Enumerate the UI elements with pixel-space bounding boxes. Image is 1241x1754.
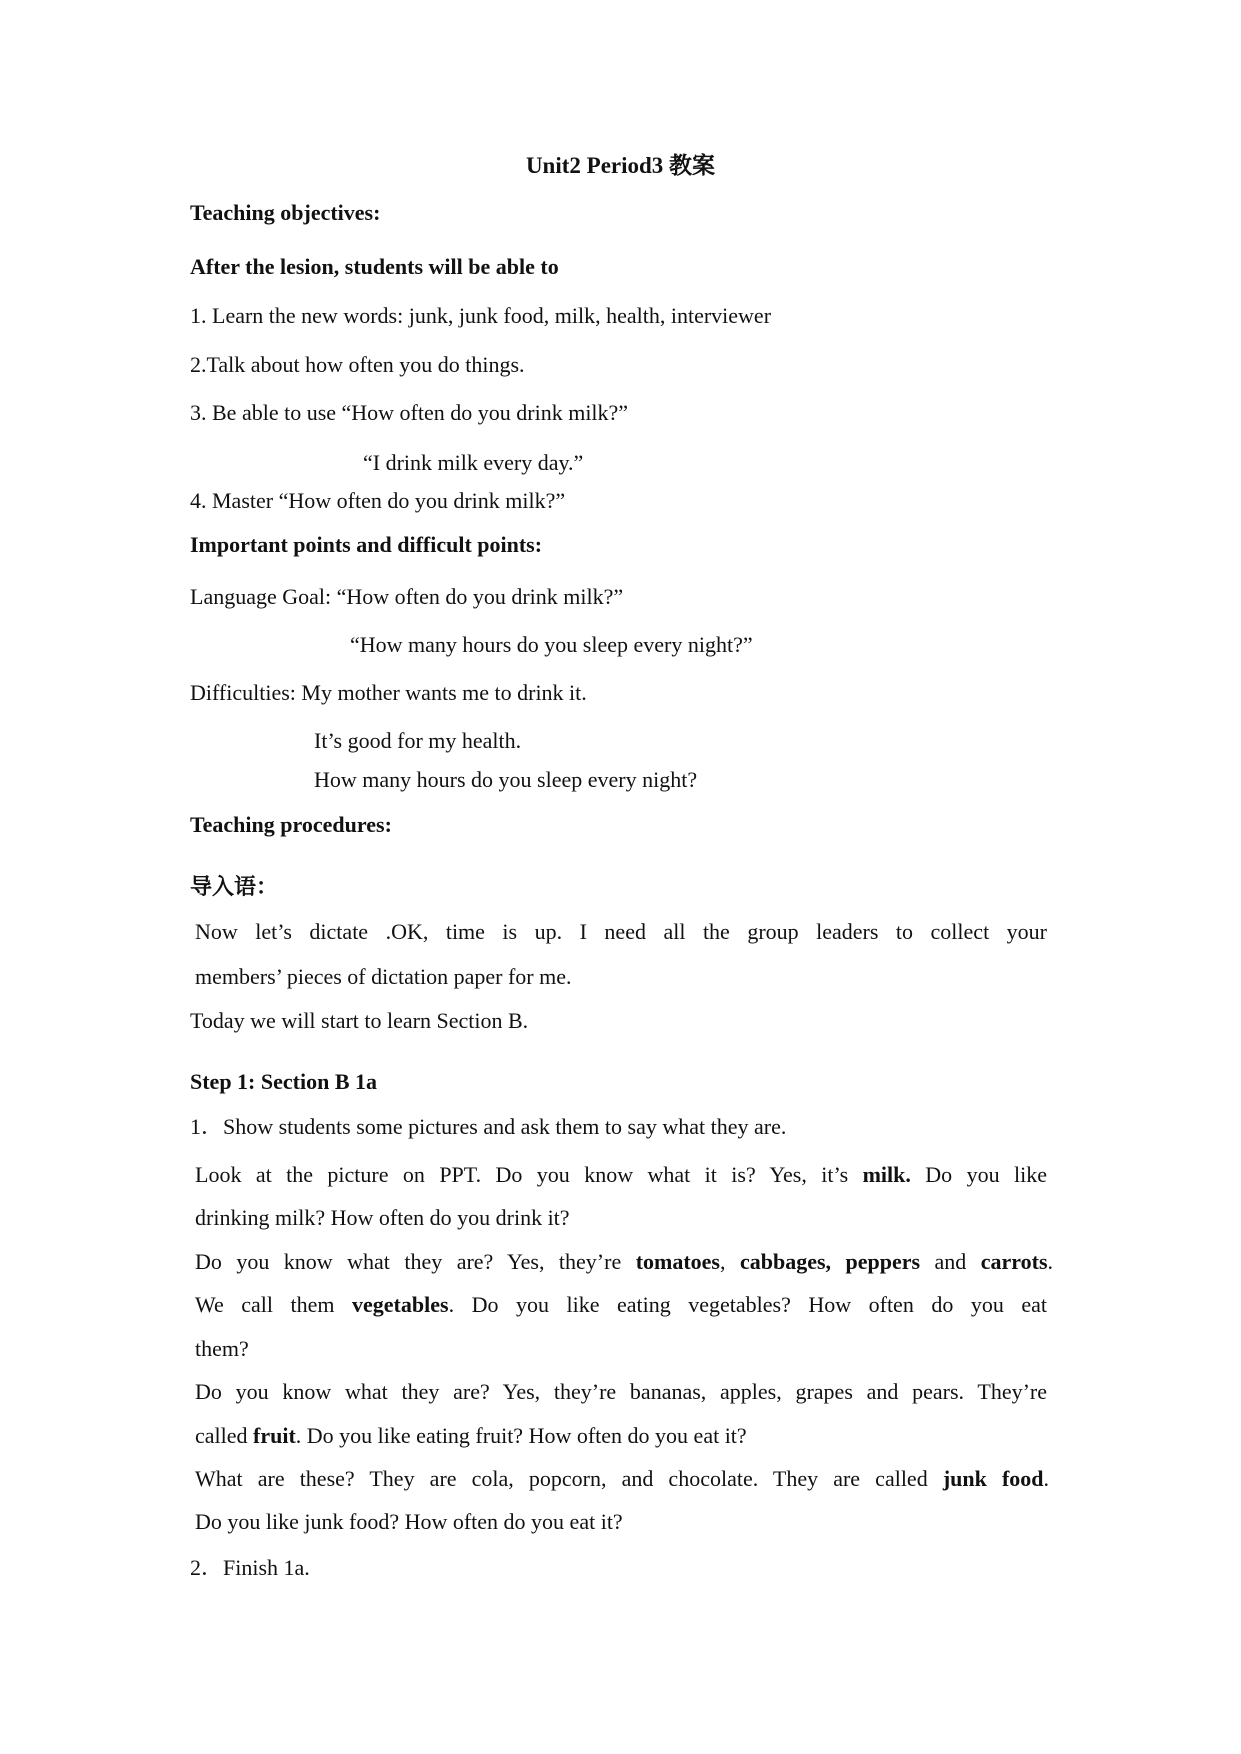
milk-paragraph-line-1 [195,1160,1047,1190]
text-run: Do you like [910,1162,1047,1187]
step1-item-2: 2．Finish 1a. [190,1555,310,1580]
fruit-paragraph-line-2 [195,1421,747,1451]
intro-heading: 导入语： [190,874,279,899]
keyword-fruit: fruit [253,1423,296,1448]
junk-food-paragraph-line-1 [195,1464,1049,1494]
objective-4: 4. Master “How often do you drink milk?” [190,488,566,513]
text-run: . [1043,1466,1050,1491]
milk-paragraph-line-2: drinking milk? How often do you drink it? [195,1205,570,1230]
step1-item-1: 1．Show students some pictures and ask them to say what they are. [190,1114,787,1139]
text-run: . Do you like eating fruit? How often do you eat it? [295,1423,747,1448]
difficulty-3: How many hours do you sleep every night? [314,767,698,792]
text-run: We call them [195,1292,353,1317]
difficulties-label: Difficulties: [190,680,302,705]
vegetables-paragraph-line-2 [195,1290,1047,1320]
vegetables-paragraph-line-3: them? [195,1336,249,1361]
objectives-heading: Teaching objectives: [190,200,381,225]
text-run: . [1047,1249,1054,1274]
after-lesson-line: After the lesion, students will be able to [190,254,559,279]
objective-1: 1. Learn the new words: junk, junk food, milk, health, interviewer [190,303,772,328]
vegetables-paragraph-line-1 [195,1247,1053,1277]
text-run: What are these? They are cola, popcorn, and chocolate. They are called [195,1466,943,1491]
intro-paragraph-line-1: Now let’s dictate .OK, time is up. I need all the group leaders to collect your [195,919,1047,944]
objective-3: 3. Be able to use “How often do you drink milk?” [190,400,629,425]
keyword-tomatoes: tomatoes [635,1249,720,1274]
language-goal-label: Language Goal: [190,584,337,609]
procedures-heading: Teaching procedures: [190,812,392,837]
keyword-cabbages-peppers: cabbages, peppers [739,1249,921,1274]
fruit-paragraph-line-1: Do you know what they are? Yes, they’re bananas, apples, grapes and pears. They’re [195,1379,1047,1404]
objective-3-example: “I drink milk every day.” [363,450,584,475]
text-run: called [195,1423,254,1448]
language-goal-line [190,582,623,612]
text-run: and [920,1249,981,1274]
page-title: Unit2 Period3 教案 [525,153,716,178]
difficulty-2: It’s good for my health. [314,728,522,753]
keyword-vegetables: vegetables [352,1292,449,1317]
intro-paragraph-line-2: members’ pieces of dictation paper for me. [195,964,572,989]
language-goal-sentence-2: “How many hours do you sleep every night?” [350,632,753,657]
important-points-heading: Important points and difficult points: [190,532,543,557]
text-run: Look at the picture on PPT. Do you know what it is? Yes, it’s [195,1162,863,1187]
language-goal-sentence-1: “How often do you drink milk?” [336,584,624,609]
keyword-junk-food: junk food [942,1466,1044,1491]
junk-food-paragraph-line-2: Do you like junk food? How often do you eat it? [195,1509,623,1534]
text-run: Do you know what they are? Yes, they’re [195,1249,636,1274]
objective-2: 2.Talk about how often you do things. [190,352,525,377]
text-run: , [720,1249,740,1274]
difficulty-1: My mother wants me to drink it. [301,680,587,705]
keyword-carrots: carrots [980,1249,1048,1274]
step1-heading: Step 1: Section B 1a [190,1069,377,1094]
keyword-milk: milk. [862,1162,911,1187]
text-run: . Do you like eating vegetables? How often do you eat [448,1292,1047,1317]
difficulties-line [190,678,587,708]
intro-paragraph-2: Today we will start to learn Section B. [190,1008,529,1033]
